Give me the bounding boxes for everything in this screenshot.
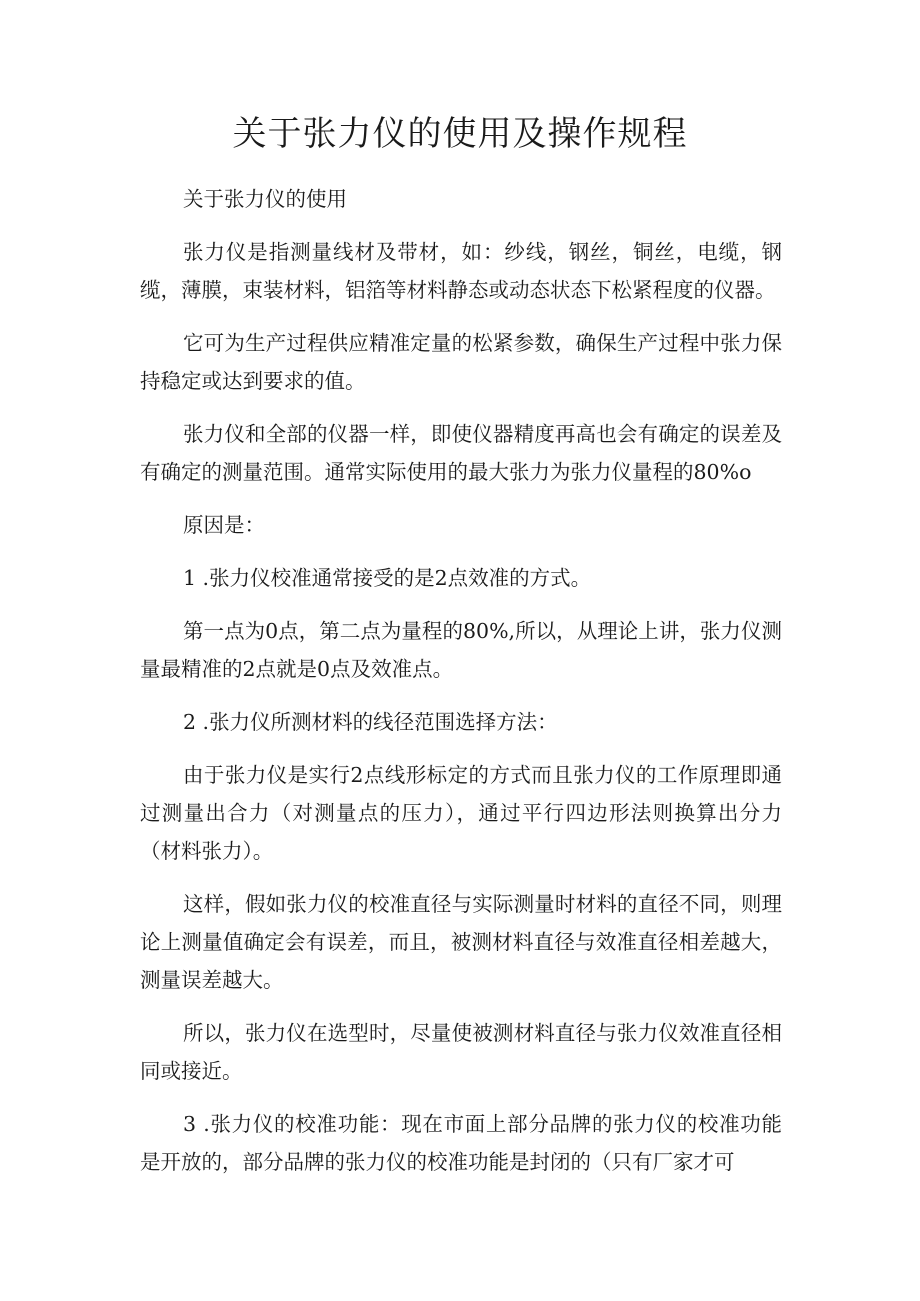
paragraph: 关于张力仪的使用 — [183, 187, 347, 211]
paragraph: 这样，假如张力仪的校准直径与实际测量时材料的直径不同，则理论上测量值确定会有误差，而且，被测材料直径与效准直径相差越大，测量误差越大。 — [140, 892, 782, 992]
paragraph: 3 .张力仪的校准功能：现在市面上部分品牌的张力仪的校准功能是开放的，部分品牌的张力仪的校准功能是封闭的（只有厂家才可 — [140, 1112, 782, 1174]
paragraph: 张力仪和全部的仪器一样，即使仪器精度再高也会有确定的误差及有确定的测量范围。通常实际使用的最大张力为张力仪量程的80%o — [140, 422, 782, 484]
document-title: 关于张力仪的使用及操作规程 — [232, 114, 688, 154]
paragraph: 张力仪是指测量线材及带材，如：纱线，钢丝，铜丝，电缆，钢缆，薄膜，束装材料，铝箔等材料静态或动态状态下松紧程度的仪器。 — [140, 240, 782, 302]
paragraph: 所以，张力仪在选型时，尽量使被测材料直径与张力仪效准直径相同或接近。 — [140, 1021, 782, 1083]
paragraph: 2 .张力仪所测材料的线径范围选择方法： — [183, 710, 558, 734]
paragraph: 原因是： — [183, 513, 265, 537]
document-body — [140, 180, 782, 1196]
paragraph: 第一点为0点，第二点为量程的80%,所以，从理论上讲，张力仪测量最精准的2点就是0点及效准点。 — [140, 619, 782, 681]
paragraph: 它可为生产过程供应精准定量的松紧参数，确保生产过程中张力保持稳定或达到要求的值。 — [140, 331, 782, 393]
paragraph: 由于张力仪是实行2点线形标定的方式而且张力仪的工作原理即通过测量出合力（对测量点的压力），通过平行四边形法则换算出分力（材料张力）。 — [140, 763, 782, 863]
paragraph: 1 .张力仪校准通常接受的是2点效准的方式。 — [183, 566, 592, 590]
